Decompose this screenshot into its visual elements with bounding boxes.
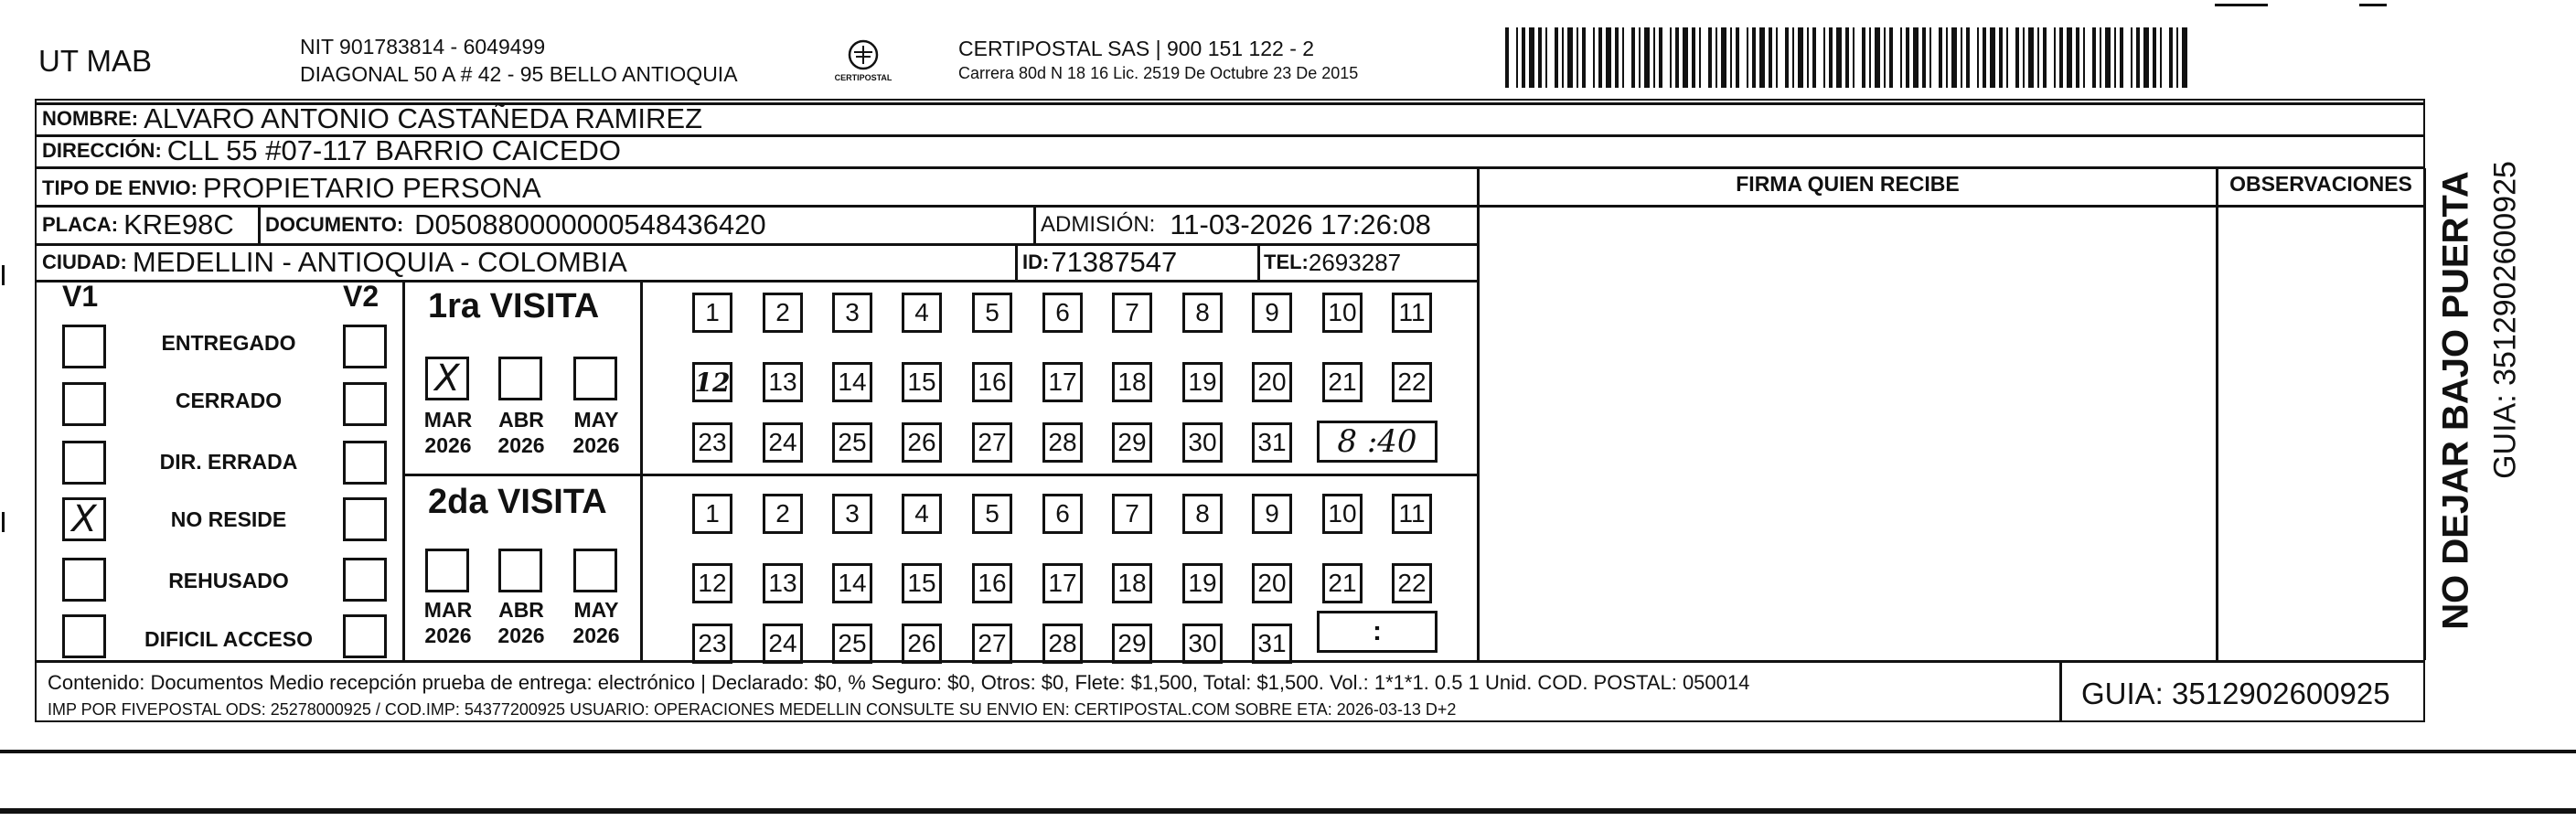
- visit1-day-box[interactable]: 17: [1042, 362, 1083, 402]
- signature-area[interactable]: [1480, 207, 2216, 660]
- visit1-day-box[interactable]: 20: [1252, 362, 1292, 402]
- visit2-day-box[interactable]: 12: [692, 563, 732, 603]
- barcode-bar: [1577, 27, 1578, 88]
- visit2-month-abr-checkbox[interactable]: [498, 549, 542, 592]
- visit2-day-box[interactable]: 3: [832, 494, 872, 534]
- section-divider: [402, 282, 405, 660]
- barcode-bar: [1961, 27, 1962, 88]
- visit1-time-value: 8 :40: [1337, 423, 1417, 460]
- barcode-bar: [2160, 27, 2162, 88]
- barcode: [1505, 27, 2195, 88]
- barcode-bar: [1644, 27, 1650, 88]
- barcode-bar: [1862, 27, 1865, 88]
- visit1-day-box[interactable]: 27: [972, 422, 1012, 463]
- barcode-bar: [1659, 27, 1662, 88]
- barcode-bar: [1889, 27, 1893, 88]
- footer-guide-number: GUIA: 3512902600925: [2081, 677, 2390, 710]
- visit2-day-box[interactable]: 2: [763, 494, 803, 534]
- x-mark-icon: X: [434, 357, 460, 400]
- barcode-bar: [1670, 27, 1672, 88]
- barcode-bar: [1845, 27, 1849, 88]
- admission-label: ADMISIÓN:: [1041, 212, 1156, 237]
- bottom-border: [0, 808, 2576, 814]
- barcode-bar: [1999, 27, 2003, 88]
- barcode-bar: [2015, 27, 2019, 88]
- visit1-day-box[interactable]: 5: [972, 293, 1012, 333]
- barcode-bar: [2105, 27, 2111, 88]
- visit1-day-box[interactable]: 7: [1112, 293, 1152, 333]
- name-label: NOMBRE:: [42, 106, 139, 130]
- barcode-bar: [1951, 27, 1957, 88]
- visit1-day-box[interactable]: 28: [1042, 422, 1083, 463]
- visit2-day-box[interactable]: 29: [1112, 624, 1152, 664]
- footer-print-info: IMP POR FIVEPOSTAL ODS: 25278000925 / COD.IMP: 54377200925 USUARIO: OPERACIONES MEDELLIN CONSULTE SU ENVIO EN: CERTIPOSTAL.COM SOBRE ETA: 2026-03-13 D+2: [48, 700, 1457, 719]
- barcode-bar: [1776, 27, 1778, 88]
- visit1-day-box[interactable]: 26: [902, 422, 942, 463]
- v1-checkbox-dificil-acceso[interactable]: [62, 614, 106, 658]
- visit1-day-box[interactable]: 11: [1392, 293, 1432, 333]
- visit1-day-box[interactable]: 14: [832, 362, 872, 402]
- barcode-bar: [1716, 27, 1717, 88]
- visit1-day-box[interactable]: 6: [1042, 293, 1083, 333]
- barcode-bar: [1823, 27, 1825, 88]
- address-label: DIRECCIÓN:: [42, 139, 162, 162]
- signature-column-header: FIRMA QUIEN RECIBE: [1736, 172, 1960, 196]
- visit2-day-box[interactable]: 6: [1042, 494, 1083, 534]
- barcode-bar: [1869, 27, 1871, 88]
- visit2-month-mar-checkbox[interactable]: [425, 549, 469, 592]
- document-label: DOCUMENTO:: [265, 213, 404, 236]
- visit1-month-may-checkbox[interactable]: [573, 357, 617, 400]
- side-warning: NO DEJAR BAJO PUERTA: [2435, 171, 2476, 630]
- visit1-month-label: MAR: [423, 408, 473, 432]
- city-field: [42, 245, 627, 280]
- v1-header: V1: [62, 280, 99, 313]
- id-field: [1022, 245, 1177, 280]
- visit2-day-box[interactable]: 18: [1112, 563, 1152, 603]
- barcode-bar: [1538, 27, 1542, 88]
- barcode-bar: [1939, 27, 1942, 88]
- v2-checkbox-cerrado[interactable]: [343, 382, 387, 426]
- shipping-type-label: TIPO DE ENVIO:: [42, 176, 198, 199]
- visit1-month-mar-checkbox[interactable]: [425, 357, 469, 400]
- barcode-bar: [1836, 27, 1842, 88]
- admission-value: 11-03-2026 17:26:08: [1170, 208, 1431, 240]
- barcode-bar: [2169, 27, 2173, 88]
- visit2-day-box[interactable]: 26: [902, 624, 942, 664]
- barcode-bar: [2182, 27, 2187, 88]
- visit1-day-box[interactable]: 1: [692, 293, 732, 333]
- visit2-day-box[interactable]: 15: [902, 563, 942, 603]
- barcode-bar: [1721, 27, 1726, 88]
- barcode-bar: [1598, 27, 1602, 88]
- barcode-bar: [1853, 27, 1855, 88]
- v2-checkbox-dificil-acceso[interactable]: [343, 614, 387, 658]
- visit2-day-box[interactable]: 25: [832, 624, 872, 664]
- shipping-type-field: [42, 172, 541, 205]
- option-label-dificil-acceso: DIFICIL ACCESO: [144, 627, 313, 651]
- barcode-bar: [1900, 27, 1902, 88]
- barcode-bar: [2043, 27, 2047, 88]
- visit1-day-box[interactable]: 3: [832, 293, 872, 333]
- carrier-license: Carrera 80d N 18 16 Lic. 2519 De Octubre 23 De 2015: [958, 64, 1359, 82]
- barcode-bar: [1582, 27, 1586, 88]
- visit2-day-box[interactable]: 14: [832, 563, 872, 603]
- barcode-bar: [1593, 27, 1595, 88]
- barcode-bar: [1606, 27, 1611, 88]
- tel-label: TEL:: [1264, 251, 1309, 273]
- tel-value: 2693287: [1308, 248, 1402, 276]
- barcode-bar: [1622, 27, 1624, 88]
- section-divider: [402, 474, 1477, 476]
- name-value: ALVARO ANTONIO CASTAÑEDA RAMIREZ: [144, 101, 703, 134]
- barcode-bar: [2006, 27, 2008, 88]
- document-value: D050880000000548436420: [414, 208, 766, 240]
- barcode-bar: [1736, 27, 1739, 88]
- observations-column-header: OBSERVACIONES: [2229, 172, 2412, 196]
- plate-label: PLACA:: [42, 213, 119, 236]
- option-label-dir-errada: DIR. ERRADA: [159, 450, 298, 474]
- v1-checkbox-cerrado[interactable]: [62, 382, 106, 426]
- barcode-bar: [1913, 27, 1919, 88]
- visit1-day-box[interactable]: 9: [1252, 293, 1292, 333]
- visit2-day-box[interactable]: 24: [763, 624, 803, 664]
- visit1-month-abr-checkbox[interactable]: [498, 357, 542, 400]
- barcode-bar: [2028, 27, 2034, 88]
- barcode-bar: [1884, 27, 1886, 88]
- barcode-bar: [1545, 27, 1547, 88]
- barcode-bar: [1829, 27, 1833, 88]
- visit1-day-box[interactable]: 2: [763, 293, 803, 333]
- barcode-bar: [1946, 27, 1948, 88]
- barcode-bar: [1752, 27, 1756, 88]
- visit1-day-box[interactable]: 29: [1112, 422, 1152, 463]
- barcode-bar: [1798, 27, 1803, 88]
- barcode-bar: [1567, 27, 1573, 88]
- barcode-bar: [1747, 27, 1748, 88]
- barcode-bar: [1807, 27, 1809, 88]
- company-name: UT MAB: [38, 44, 153, 78]
- visit1-title: 1ra VISITA: [428, 287, 600, 325]
- barcode-bar: [1522, 27, 1525, 88]
- barcode-bar: [2136, 27, 2140, 88]
- v2-checkbox-entregado[interactable]: [343, 325, 387, 368]
- barcode-bar: [2120, 27, 2123, 88]
- x-mark-icon: X: [71, 498, 97, 540]
- bottom-border: [0, 750, 2576, 753]
- visit1-day-box[interactable]: 8: [1182, 293, 1223, 333]
- barcode-bar: [1730, 27, 1732, 88]
- visit1-day-box[interactable]: 16: [972, 362, 1012, 402]
- visit2-day-box[interactable]: 16: [972, 563, 1012, 603]
- visit1-month-label: MAY: [573, 408, 619, 432]
- row-divider: [37, 280, 1477, 283]
- visit2-day-box[interactable]: 19: [1182, 563, 1223, 603]
- visit2-day-box[interactable]: 4: [902, 494, 942, 534]
- barcode-bar: [1977, 27, 1979, 88]
- barcode-bar: [2054, 27, 2056, 88]
- option-label-rehusado: REHUSADO: [168, 569, 289, 592]
- barcode-bar: [1990, 27, 1995, 88]
- option-label-cerrado: CERRADO: [175, 389, 283, 412]
- visit2-day-box[interactable]: 13: [763, 563, 803, 603]
- barcode-bar: [1692, 27, 1695, 88]
- barcode-bar: [1759, 27, 1765, 88]
- barcode-bar: [2037, 27, 2039, 88]
- id-label: ID:: [1022, 251, 1050, 273]
- visit2-day-box[interactable]: 8: [1182, 494, 1223, 534]
- visit2-year-label: 2026: [424, 624, 472, 647]
- visit1-year-label: 2026: [572, 433, 620, 457]
- company-nit: NIT 901783814 - 6049499: [300, 35, 546, 59]
- barcode-bar: [2176, 27, 2178, 88]
- name-field: [42, 102, 702, 134]
- visit2-month-label: ABR: [498, 598, 544, 622]
- visit2-day-box[interactable]: 22: [1392, 563, 1432, 603]
- visit1-day-box[interactable]: 22: [1392, 362, 1432, 402]
- barcode-bar: [2114, 27, 2116, 88]
- visit2-day-box[interactable]: 10: [1322, 494, 1363, 534]
- barcode-bar: [2153, 27, 2156, 88]
- visit1-day-box[interactable]: 10: [1322, 293, 1363, 333]
- barcode-bar: [1792, 27, 1794, 88]
- barcode-bar: [1983, 27, 1986, 88]
- visit2-day-box[interactable]: 7: [1112, 494, 1152, 534]
- barcode-bar: [2076, 27, 2079, 88]
- barcode-bar: [1555, 27, 1558, 88]
- barcode-bar: [1708, 27, 1712, 88]
- visit2-day-box[interactable]: 31: [1252, 624, 1292, 664]
- visit1-day-box[interactable]: 30: [1182, 422, 1223, 463]
- address-field: [42, 135, 621, 166]
- visit2-year-label: 2026: [572, 624, 620, 647]
- visit2-month-may-checkbox[interactable]: [573, 549, 617, 592]
- barcode-bar: [1875, 27, 1880, 88]
- v1-checkbox-dir-errada[interactable]: [62, 441, 106, 485]
- visit2-day-box[interactable]: 20: [1252, 563, 1292, 603]
- visit1-day-box[interactable]: 25: [832, 422, 872, 463]
- barcode-bar: [1562, 27, 1564, 88]
- visit1-day-box[interactable]: 31: [1252, 422, 1292, 463]
- barcode-bar: [2100, 27, 2101, 88]
- admission-field: [1041, 207, 1431, 243]
- company-address: DIAGONAL 50 A # 42 - 95 BELLO ANTIOQUIA: [300, 62, 738, 86]
- visit1-month-label: ABR: [498, 408, 544, 432]
- v2-header: V2: [343, 280, 379, 313]
- footer-divider: [37, 660, 2423, 663]
- visit1-day-box[interactable]: 15: [902, 362, 942, 402]
- barcode-bar: [2131, 27, 2132, 88]
- v2-checkbox-dir-errada[interactable]: [343, 441, 387, 485]
- option-label-no-reside: NO RESIDE: [170, 507, 287, 531]
- visit1-year-label: 2026: [497, 433, 545, 457]
- v2-checkbox-rehusado[interactable]: [343, 558, 387, 602]
- margin-mark: [2, 512, 5, 532]
- observations-area[interactable]: [2218, 207, 2423, 660]
- barcode-bar: [2067, 27, 2072, 88]
- visit2-time-box[interactable]: [1317, 611, 1438, 653]
- footer-divider: [2059, 662, 2062, 722]
- v2-checkbox-no-reside[interactable]: [343, 497, 387, 541]
- v1-checkbox-no-reside[interactable]: [62, 497, 106, 541]
- certipostal-logo-icon: [830, 37, 896, 88]
- side-guide-number: GUIA: 3512902600925: [2487, 161, 2523, 479]
- visit2-day-box[interactable]: 27: [972, 624, 1012, 664]
- visit2-day-box[interactable]: 28: [1042, 624, 1083, 664]
- barcode-bar: [1615, 27, 1619, 88]
- visit1-day-box[interactable]: 4: [902, 293, 942, 333]
- plate-value: KRE98C: [123, 208, 234, 240]
- barcode-bar: [1699, 27, 1701, 88]
- address-value: CLL 55 #07-117 BARRIO CAICEDO: [166, 134, 621, 166]
- shipping-type-value: PROPIETARIO PERSONA: [202, 172, 541, 204]
- visit2-day-box[interactable]: 9: [1252, 494, 1292, 534]
- visit2-month-label: MAR: [423, 598, 473, 622]
- barcode-bar: [1505, 27, 1509, 88]
- carrier-name: CERTIPOSTAL SAS | 900 151 122 - 2: [958, 37, 1315, 60]
- barcode-bar: [1966, 27, 1970, 88]
- visit1-day-box[interactable]: 19: [1182, 362, 1223, 402]
- visit2-day-box[interactable]: 30: [1182, 624, 1223, 664]
- barcode-bar: [1785, 27, 1789, 88]
- visit2-title: 2da VISITA: [428, 483, 607, 521]
- visit1-day-box[interactable]: 23: [692, 422, 732, 463]
- visit1-day-box[interactable]: 13: [763, 362, 803, 402]
- top-mark: [2359, 4, 2387, 6]
- visit1-day-box[interactable]: 12: [692, 362, 732, 402]
- visit2-time-value: :: [1373, 616, 1382, 646]
- visit2-day-box[interactable]: 5: [972, 494, 1012, 534]
- visit1-day-box[interactable]: 18: [1112, 362, 1152, 402]
- barcode-bar: [1906, 27, 1909, 88]
- visit2-day-box[interactable]: 21: [1322, 563, 1363, 603]
- visit2-day-box[interactable]: 1: [692, 494, 732, 534]
- footer-contents: Contenido: Documentos Medio recepción prueba de entrega: electrónico | Declarado: $0, % Seguro: $0, Otros: $0, Flete: $1,500, Total: $1,500. Vol.: 1*1*1. 0.5 1 Unid. COD. POSTAL: 050014: [48, 671, 1750, 694]
- barcode-bar: [2092, 27, 2096, 88]
- barcode-bar: [1653, 27, 1655, 88]
- barcode-bar: [1631, 27, 1635, 88]
- city-label: CIUDAD:: [42, 251, 127, 273]
- barcode-bar: [1812, 27, 1816, 88]
- section-divider: [640, 282, 643, 660]
- visit2-year-label: 2026: [497, 624, 545, 647]
- column-divider: [2423, 168, 2426, 660]
- logo-text: CERTIPOSTAL: [834, 73, 893, 82]
- barcode-bar: [1675, 27, 1679, 88]
- margin-mark: [2, 265, 5, 285]
- barcode-bar: [2083, 27, 2085, 88]
- cell-divider: [258, 207, 261, 243]
- visit2-day-box[interactable]: 17: [1042, 563, 1083, 603]
- city-value: MEDELLIN - ANTIOQUIA - COLOMBIA: [132, 246, 627, 278]
- visit2-day-box[interactable]: 23: [692, 624, 732, 664]
- barcode-bar: [1922, 27, 1926, 88]
- top-mark: [2215, 4, 2268, 6]
- cell-divider: [1257, 245, 1260, 280]
- document-field: [265, 207, 766, 243]
- v1-checkbox-rehusado[interactable]: [62, 558, 106, 602]
- barcode-bar: [1639, 27, 1641, 88]
- barcode-bar: [2059, 27, 2063, 88]
- visit2-day-box[interactable]: 11: [1392, 494, 1432, 534]
- id-value: 71387547: [1051, 246, 1178, 278]
- visit1-day-box[interactable]: 24: [763, 422, 803, 463]
- cell-divider: [1015, 245, 1018, 280]
- option-label-entregado: ENTREGADO: [161, 331, 296, 355]
- plate-field: [42, 207, 234, 243]
- visit1-day-box[interactable]: 21: [1322, 362, 1363, 402]
- barcode-bar: [1929, 27, 1931, 88]
- barcode-bar: [1769, 27, 1772, 88]
- visit2-month-label: MAY: [573, 598, 619, 622]
- v1-checkbox-entregado[interactable]: [62, 325, 106, 368]
- barcode-bar: [1529, 27, 1534, 88]
- barcode-bar: [1683, 27, 1688, 88]
- visit1-time-box[interactable]: [1317, 421, 1438, 463]
- visit1-year-label: 2026: [424, 433, 472, 457]
- cell-divider: [1033, 207, 1036, 243]
- barcode-bar: [2143, 27, 2149, 88]
- tel-field: [1264, 245, 1401, 280]
- barcode-bar: [1516, 27, 1518, 88]
- barcode-bar: [2023, 27, 2025, 88]
